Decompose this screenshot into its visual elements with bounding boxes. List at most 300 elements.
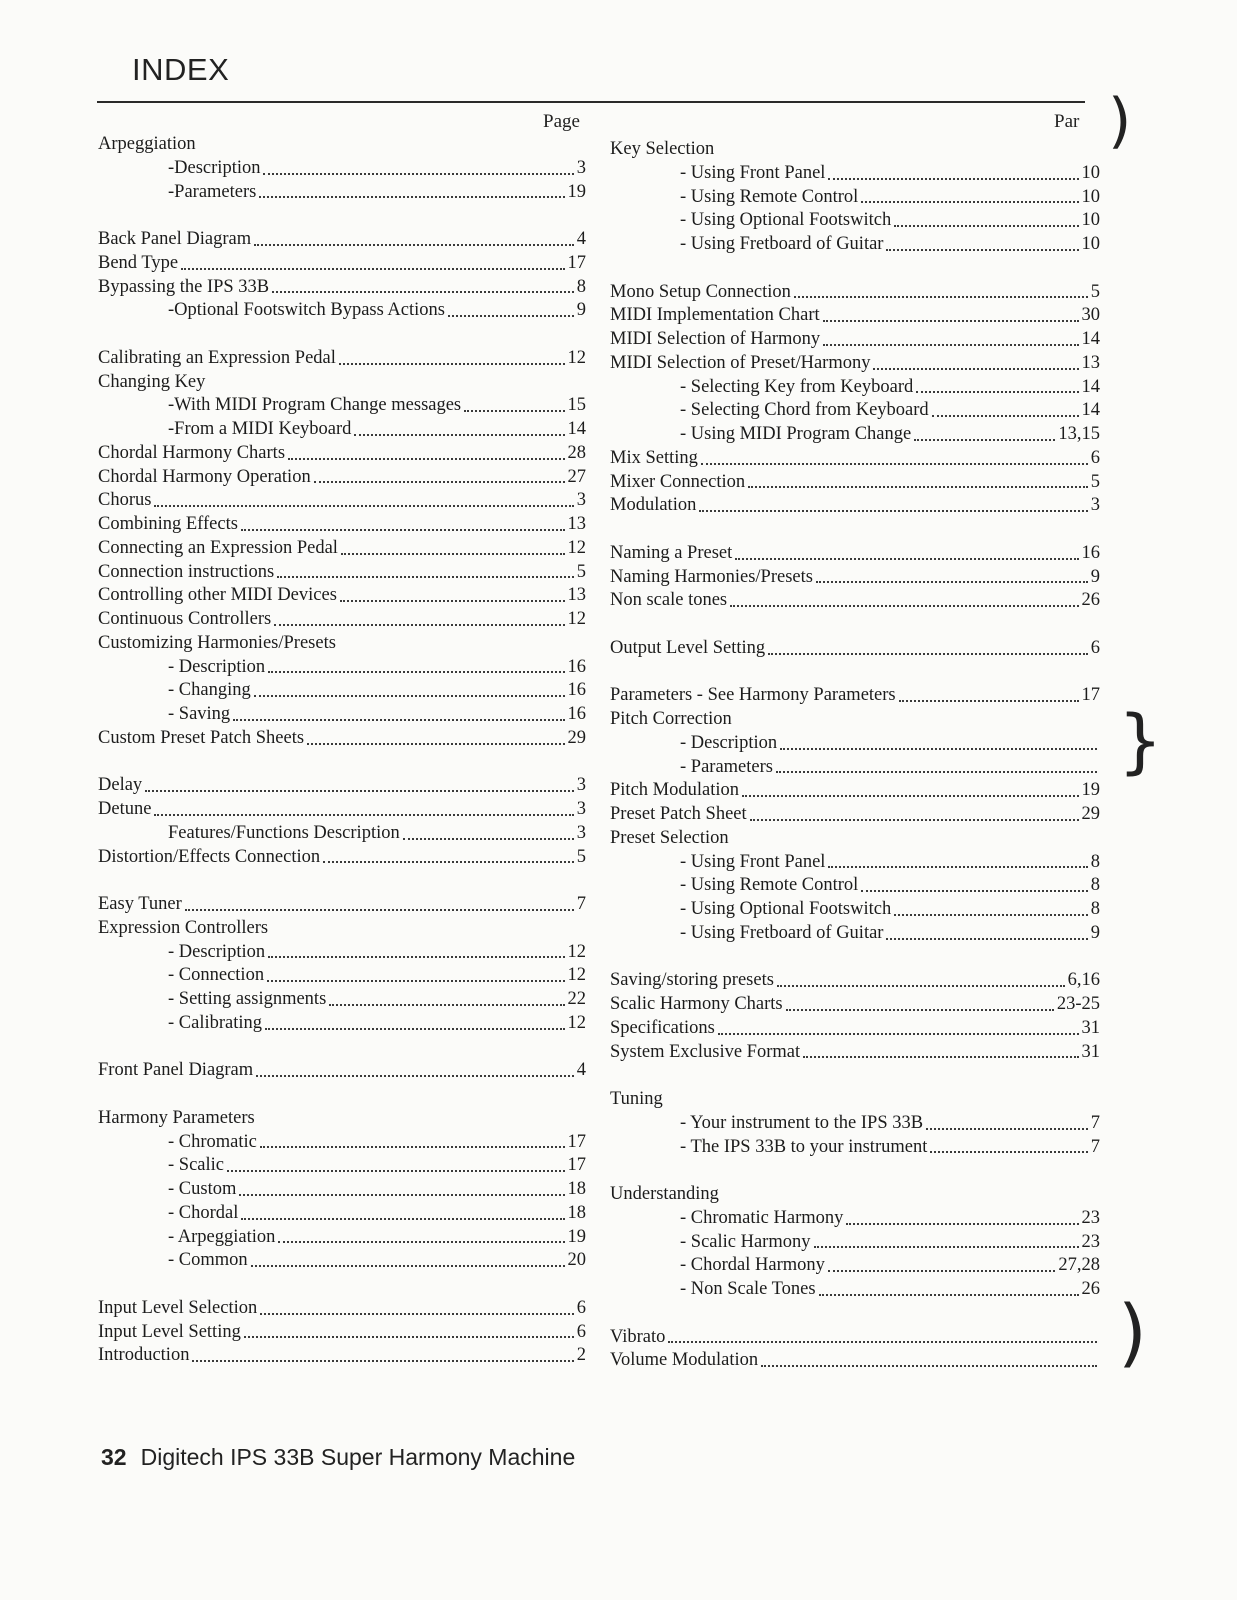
- entry-page-number: 10: [1081, 162, 1100, 183]
- entry-page-number: 7: [576, 894, 586, 914]
- entry-label: Volume Modulation: [610, 1350, 759, 1371]
- entry-label: - Using Fretboard of Guitar: [680, 922, 884, 943]
- entry-page-number: 3: [576, 490, 586, 511]
- entry-label: Pitch Modulation: [610, 780, 739, 801]
- index-entry: [610, 352, 1100, 376]
- entry-label: Back Panel Diagram: [98, 229, 252, 249]
- dot-leader: [233, 719, 564, 721]
- entry-page-number: 9: [1090, 922, 1100, 943]
- index-entry: [610, 589, 1100, 613]
- entry-label: Features/Functions Description: [168, 822, 400, 843]
- entry-page-number: 17: [567, 1131, 586, 1152]
- index-entry: [98, 1226, 586, 1250]
- index-entry: [610, 1041, 1100, 1065]
- index-entry: [610, 494, 1100, 518]
- entry-label: - Saving: [168, 704, 231, 724]
- entry-label: Input Level Selection: [98, 1297, 258, 1318]
- index-entry: [98, 1178, 586, 1202]
- entry-page-number: 6: [1090, 637, 1100, 658]
- index-entry: [610, 399, 1100, 423]
- dot-leader: [846, 1223, 1078, 1225]
- index-entry: [610, 1183, 1100, 1207]
- entry-page-number: 14: [567, 419, 586, 439]
- entry-page-number: 13: [567, 585, 586, 606]
- binding-mark-top: ): [1108, 86, 1132, 156]
- index-entry: [98, 679, 586, 703]
- index-column-right: [610, 138, 1100, 1373]
- dot-leader: [181, 268, 564, 270]
- entry-label: Naming a Preset: [610, 542, 733, 563]
- entry-label: - The IPS 33B to your instrument: [680, 1136, 928, 1157]
- entry-label: - Changing: [168, 680, 251, 701]
- spacer: [610, 518, 1100, 542]
- entry-label: Detune: [98, 799, 152, 819]
- dot-leader: [256, 1075, 574, 1077]
- index-entry: [610, 922, 1100, 946]
- dot-leader: [254, 695, 565, 697]
- spacer: [610, 1302, 1100, 1326]
- entry-page-number: 27,28: [1058, 1255, 1100, 1276]
- spacer: [610, 946, 1100, 970]
- index-entry: [98, 1012, 586, 1036]
- entry-label: MIDI Implementation Chart: [610, 305, 820, 326]
- entry-page-number: 5: [576, 561, 586, 582]
- entry-label: - Using Remote Control: [680, 875, 859, 896]
- entry-page-number: 5: [576, 846, 586, 867]
- index-entry: [610, 803, 1100, 827]
- dot-leader: [154, 814, 573, 816]
- entry-page-number: 29: [1081, 804, 1100, 824]
- dot-leader: [192, 1360, 573, 1362]
- dot-leader: [154, 505, 573, 507]
- spacer: [610, 257, 1100, 281]
- index-entry: [610, 1207, 1100, 1231]
- index-entry: [610, 281, 1100, 305]
- index-entry: [98, 133, 586, 157]
- dot-leader: [277, 576, 574, 578]
- dot-leader: [718, 1033, 1079, 1035]
- entry-page-number: 19: [567, 1226, 586, 1247]
- entry-label: - Arpeggiation: [168, 1226, 276, 1247]
- index-entry: [98, 442, 586, 466]
- entry-label: - Your instrument to the IPS 33B: [680, 1112, 924, 1133]
- dot-leader: [260, 1146, 565, 1148]
- dot-leader: [268, 671, 564, 673]
- index-entry: [610, 1278, 1100, 1302]
- spacer: [98, 1036, 586, 1060]
- entry-label: - Common: [168, 1250, 248, 1271]
- index-entry: [98, 157, 586, 181]
- dot-leader: [288, 458, 564, 460]
- index-entry: [98, 846, 586, 870]
- dot-leader: [260, 1313, 573, 1315]
- entry-label: Controlling other MIDI Devices: [98, 585, 337, 606]
- entry-label: System Exclusive Format: [610, 1041, 801, 1062]
- entry-page-number: 18: [567, 1202, 586, 1223]
- index-entry: [610, 993, 1100, 1017]
- dot-leader: [786, 1009, 1054, 1011]
- entry-page-number: 3: [1090, 495, 1100, 516]
- dot-leader: [668, 1341, 1097, 1343]
- index-entry: [610, 209, 1100, 233]
- entry-page-number: 23-25: [1056, 994, 1100, 1014]
- dot-leader: [748, 486, 1088, 488]
- entry-page-number: 26: [1081, 1279, 1100, 1299]
- entry-label: -From a MIDI Keyboard: [168, 419, 352, 439]
- index-entry: [98, 1297, 586, 1321]
- index-entry: [610, 1326, 1100, 1350]
- entry-page-number: 4: [576, 229, 586, 249]
- dot-leader: [314, 481, 565, 483]
- spacer: [98, 751, 586, 775]
- dot-leader: [701, 463, 1088, 465]
- entry-page-number: 8: [1090, 875, 1100, 896]
- index-entry: [610, 233, 1100, 257]
- entry-page-number: 4: [576, 1060, 586, 1081]
- entry-label: - Custom: [168, 1179, 237, 1199]
- entry-page-number: 12: [567, 537, 586, 558]
- entry-label: - Using Front Panel: [680, 851, 826, 872]
- entry-label: Preset Selection: [610, 827, 729, 848]
- index-entry: [98, 822, 586, 846]
- dot-leader: [828, 1270, 1055, 1272]
- dot-leader: [339, 363, 565, 365]
- index-entry: [98, 774, 586, 798]
- entry-label: Chordal Harmony Charts: [98, 442, 286, 463]
- entry-page-number: 14: [1081, 400, 1100, 421]
- entry-page-number: 26: [1081, 590, 1100, 611]
- entry-label: Changing Key: [98, 371, 206, 392]
- dot-leader: [272, 291, 574, 293]
- dot-leader: [307, 743, 564, 745]
- index-entry: [610, 304, 1100, 328]
- dot-leader: [735, 558, 1078, 560]
- index-entry: [610, 1254, 1100, 1278]
- entry-label: - Chordal Harmony: [680, 1255, 825, 1276]
- dot-leader: [278, 1241, 564, 1243]
- entry-label: Output Level Setting: [610, 637, 766, 658]
- dot-leader: [776, 771, 1097, 773]
- entry-page-number: 31: [1081, 1041, 1100, 1062]
- entry-page-number: 31: [1081, 1017, 1100, 1038]
- index-entry: [610, 1231, 1100, 1255]
- index-entry: [98, 584, 586, 608]
- spacer: [98, 1083, 586, 1107]
- index-entry: [98, 1321, 586, 1345]
- entry-label: Saving/storing presets: [610, 970, 774, 991]
- index-entry: [98, 489, 586, 513]
- entry-page-number: 5: [1090, 471, 1100, 492]
- dot-leader: [780, 748, 1097, 750]
- entry-page-number: 14: [1081, 329, 1100, 349]
- entry-label: - Using Remote Control: [680, 186, 859, 207]
- index-entry: [98, 917, 586, 941]
- index-entry: [610, 1088, 1100, 1112]
- entry-page-number: 9: [1090, 566, 1100, 587]
- entry-page-number: 27: [567, 466, 586, 487]
- index-entry: [610, 447, 1100, 471]
- entry-page-number: 7: [1090, 1112, 1100, 1133]
- entry-page-number: 16: [567, 656, 586, 677]
- index-entry: [610, 732, 1100, 756]
- entry-label: -With MIDI Program Change messages: [168, 395, 462, 416]
- dot-leader: [932, 415, 1079, 417]
- entry-label: - Description: [680, 732, 778, 753]
- entry-page-number: 30: [1081, 305, 1100, 326]
- index-entry: [610, 1136, 1100, 1160]
- index-entry: [98, 656, 586, 680]
- index-entry: [98, 513, 586, 537]
- index-entry: [98, 466, 586, 490]
- index-entry: [98, 347, 586, 371]
- index-entry: [610, 328, 1100, 352]
- spacer: [610, 613, 1100, 637]
- index-entry: [610, 376, 1100, 400]
- entry-label: -Description: [168, 157, 261, 178]
- dot-leader: [794, 296, 1088, 298]
- dot-leader: [777, 985, 1065, 987]
- entry-label: Tuning: [610, 1089, 663, 1109]
- entry-page-number: 16: [1081, 542, 1100, 563]
- entry-label: - Connection: [168, 965, 265, 986]
- index-column-left: [98, 133, 586, 1368]
- dot-leader: [185, 909, 574, 911]
- entry-label: - Scalic Harmony: [680, 1231, 811, 1252]
- dot-leader: [267, 980, 564, 982]
- entry-label: Arpeggiation: [98, 134, 196, 154]
- index-entry: [610, 756, 1100, 780]
- entry-label: Input Level Setting: [98, 1321, 241, 1342]
- index-entry: [98, 727, 586, 751]
- dot-leader: [828, 866, 1087, 868]
- entry-label: Continuous Controllers: [98, 609, 272, 629]
- entry-page-number: 12: [567, 347, 586, 368]
- dot-leader: [699, 510, 1087, 512]
- index-entry: [98, 561, 586, 585]
- dot-leader: [448, 315, 574, 317]
- index-entry: [610, 1112, 1100, 1136]
- index-entry: [98, 703, 586, 727]
- dot-leader: [265, 1028, 564, 1030]
- dot-leader: [263, 173, 573, 175]
- entry-page-number: 6,16: [1067, 970, 1100, 991]
- entry-label: Parameters - See Harmony Parameters: [610, 685, 896, 706]
- entry-label: Bend Type: [98, 252, 179, 273]
- dot-leader: [244, 1336, 574, 1338]
- entry-page-number: 5: [1090, 281, 1100, 302]
- dot-leader: [742, 795, 1079, 797]
- entry-label: Customizing Harmonies/Presets: [98, 632, 336, 653]
- dot-leader: [268, 956, 564, 958]
- spacer: [98, 869, 586, 893]
- entry-page-number: 23: [1081, 1207, 1100, 1228]
- entry-page-number: 12: [567, 609, 586, 629]
- index-entry: [98, 276, 586, 300]
- entry-page-number: 15: [567, 395, 586, 416]
- entry-page-number: 10: [1081, 234, 1100, 254]
- entry-page-number: 16: [567, 704, 586, 724]
- page-footer: [101, 1444, 575, 1471]
- spacer: [98, 1273, 586, 1297]
- index-entry: [610, 471, 1100, 495]
- entry-label: - Non Scale Tones: [680, 1279, 816, 1299]
- entry-page-number: 3: [576, 775, 586, 796]
- entry-label: - Using Optional Footswitch: [680, 899, 892, 919]
- index-entry: [98, 1154, 586, 1178]
- index-entry: [610, 779, 1100, 803]
- entry-page-number: 8: [1090, 899, 1100, 919]
- entry-page-number: 13,15: [1058, 424, 1100, 444]
- entry-label: Non scale tones: [610, 590, 728, 611]
- entry-label: Scalic Harmony Charts: [610, 994, 783, 1014]
- entry-label: Distortion/Effects Connection: [98, 846, 321, 867]
- dot-leader: [761, 1365, 1097, 1367]
- title-rule: [97, 101, 1085, 103]
- entry-label: Bypassing the IPS 33B: [98, 276, 270, 297]
- entry-page-number: 22: [567, 989, 586, 1009]
- entry-label: - Using Optional Footswitch: [680, 210, 892, 231]
- entry-label: - Chromatic Harmony: [680, 1207, 844, 1228]
- entry-page-number: 17: [1081, 685, 1100, 706]
- entry-page-number: 13: [567, 514, 586, 534]
- entry-page-number: 14: [1081, 376, 1100, 397]
- dot-leader: [241, 529, 565, 531]
- entry-label: Connection instructions: [98, 561, 275, 582]
- index-entry: [98, 228, 586, 252]
- entry-label: Key Selection: [610, 139, 715, 159]
- dot-leader: [886, 249, 1078, 251]
- entry-page-number: 6: [576, 1297, 586, 1318]
- dot-leader: [768, 653, 1088, 655]
- dot-leader: [814, 1246, 1079, 1248]
- index-entry: [610, 898, 1100, 922]
- dot-leader: [823, 344, 1078, 346]
- entry-label: Expression Controllers: [98, 917, 269, 938]
- entry-label: - Description: [168, 656, 266, 677]
- dot-leader: [873, 368, 1078, 370]
- index-entry: [98, 941, 586, 965]
- entry-label: Naming Harmonies/Presets: [610, 566, 813, 587]
- entry-label: - Parameters: [680, 756, 773, 777]
- entry-label: - Scalic: [168, 1155, 224, 1176]
- index-entry: [98, 988, 586, 1012]
- dot-leader: [930, 1151, 1087, 1153]
- entry-label: Mono Setup Connection: [610, 281, 791, 302]
- dot-leader: [274, 624, 564, 626]
- index-entry: [610, 1017, 1100, 1041]
- index-entry: [610, 1349, 1100, 1373]
- dot-leader: [750, 819, 1079, 821]
- dot-leader: [340, 600, 565, 602]
- entry-label: Front Panel Diagram: [98, 1060, 254, 1081]
- entry-label: Pitch Correction: [610, 709, 732, 729]
- entry-page-number: 9: [576, 300, 586, 321]
- entry-label: - Calibrating: [168, 1012, 263, 1033]
- index-entry: [98, 893, 586, 917]
- entry-page-number: 6: [1090, 447, 1100, 468]
- entry-label: -Optional Footswitch Bypass Actions: [168, 300, 445, 321]
- entry-page-number: 8: [576, 276, 586, 297]
- entry-page-number: 10: [1081, 186, 1100, 207]
- index-entry: [98, 181, 586, 205]
- dot-leader: [464, 410, 564, 412]
- dot-leader: [251, 1265, 565, 1267]
- dot-leader: [816, 581, 1088, 583]
- dot-leader: [899, 700, 1079, 702]
- index-entry: [610, 708, 1100, 732]
- entry-label: Introduction: [98, 1345, 190, 1366]
- index-entry: [610, 542, 1100, 566]
- index-entry: [98, 1249, 586, 1273]
- spacer: [610, 1159, 1100, 1183]
- index-entry: [98, 1107, 586, 1131]
- entry-label: Preset Patch Sheet: [610, 804, 747, 824]
- entry-page-number: 12: [567, 965, 586, 986]
- index-entry: [98, 252, 586, 276]
- entry-label: - Using Front Panel: [680, 162, 826, 183]
- index-entry: [610, 186, 1100, 210]
- index-entry: [98, 418, 586, 442]
- entry-page-number: 2: [576, 1345, 586, 1366]
- index-entry: [98, 964, 586, 988]
- footer-title: Digitech IPS 33B Super Harmony Machine: [140, 1444, 576, 1470]
- entry-page-number: 12: [567, 941, 586, 962]
- dot-leader: [894, 225, 1078, 227]
- dot-leader: [823, 320, 1079, 322]
- dot-leader: [861, 201, 1078, 203]
- entry-page-number: 10: [1081, 210, 1100, 231]
- dot-leader: [354, 434, 564, 436]
- dot-leader: [259, 196, 564, 198]
- entry-label: - Selecting Chord from Keyboard: [680, 400, 929, 421]
- entry-page-number: 3: [576, 799, 586, 819]
- dot-leader: [803, 1056, 1078, 1058]
- entry-label: Custom Preset Patch Sheets: [98, 727, 305, 748]
- entry-label: Mix Setting: [610, 447, 698, 468]
- dot-leader: [241, 1218, 564, 1220]
- entry-label: - Setting assignments: [168, 989, 327, 1009]
- dot-leader: [227, 1170, 565, 1172]
- dot-leader: [403, 838, 574, 840]
- dot-leader: [819, 1294, 1079, 1296]
- entry-label: Delay: [98, 775, 143, 796]
- index-entry: [98, 1344, 586, 1368]
- spacer: [610, 1064, 1100, 1088]
- entry-label: Specifications: [610, 1017, 715, 1038]
- entry-label: Calibrating an Expression Pedal: [98, 347, 336, 368]
- page-title: INDEX: [132, 52, 230, 87]
- index-entry: [98, 798, 586, 822]
- entry-page-number: 16: [567, 680, 586, 701]
- entry-page-number: 19: [567, 181, 586, 202]
- left-page-column-header: Page: [543, 111, 580, 132]
- entry-page-number: 17: [567, 252, 586, 273]
- index-entry: [610, 423, 1100, 447]
- index-entry: [610, 162, 1100, 186]
- dot-leader: [926, 1128, 1088, 1130]
- spacer: [98, 323, 586, 347]
- entry-page-number: 28: [567, 442, 586, 463]
- entry-label: Chordal Harmony Operation: [98, 466, 311, 487]
- entry-page-number: 20: [567, 1250, 586, 1271]
- right-page-column-header: Par: [1054, 111, 1080, 132]
- index-entry: [98, 1059, 586, 1083]
- spacer: [98, 204, 586, 228]
- entry-page-number: 13: [1081, 352, 1100, 373]
- dot-leader: [914, 439, 1055, 441]
- entry-page-number: 23: [1081, 1231, 1100, 1252]
- entry-page-number: 17: [567, 1155, 586, 1176]
